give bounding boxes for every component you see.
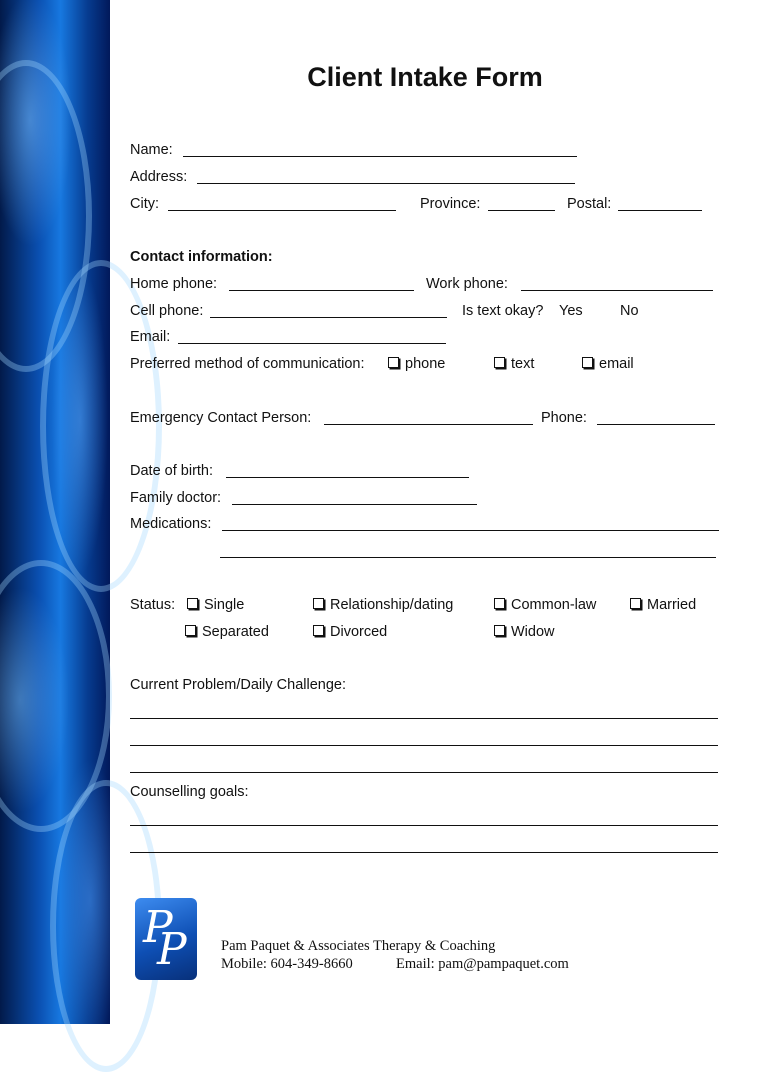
emergency-contact-field[interactable] — [324, 424, 533, 425]
work-phone-label: Work phone: — [426, 276, 508, 292]
checkbox-icon[interactable] — [494, 598, 505, 609]
text-okay-label: Is text okay? — [462, 303, 544, 319]
checkbox-icon[interactable] — [494, 625, 505, 636]
problem-line-1[interactable] — [130, 718, 718, 719]
problem-line-2[interactable] — [130, 745, 718, 746]
emergency-phone-field[interactable] — [597, 424, 715, 425]
address-field[interactable] — [197, 183, 575, 184]
name-label: Name: — [130, 142, 173, 158]
status-married[interactable]: Married — [630, 596, 696, 614]
checkbox-icon[interactable] — [494, 357, 505, 368]
medications-field[interactable] — [222, 530, 719, 531]
cell-phone-field[interactable] — [210, 317, 447, 318]
status-divorced[interactable]: Divorced — [313, 623, 387, 641]
checkbox-icon[interactable] — [313, 598, 324, 609]
city-label: City: — [130, 196, 159, 212]
status-common-law[interactable]: Common-law — [494, 596, 596, 614]
work-phone-field[interactable] — [521, 290, 713, 291]
checkbox-icon[interactable] — [187, 598, 198, 609]
name-field[interactable] — [183, 156, 577, 157]
doctor-label: Family doctor: — [130, 490, 222, 506]
home-phone-field[interactable] — [229, 290, 414, 291]
postal-field[interactable] — [618, 210, 702, 211]
company-logo: P P — [135, 898, 197, 980]
medications-label: Medications: — [130, 516, 212, 532]
text-okay-no[interactable]: No — [620, 303, 639, 319]
emergency-phone-label: Phone: — [541, 410, 587, 426]
problem-line-3[interactable] — [130, 772, 718, 773]
checkbox-icon[interactable] — [185, 625, 196, 636]
form-title: Client Intake Form — [307, 62, 543, 92]
pref-text-option[interactable]: text — [494, 355, 534, 373]
email-label: Email: — [130, 329, 171, 345]
address-label: Address: — [130, 169, 188, 185]
goals-label: Counselling goals: — [130, 784, 249, 800]
city-field[interactable] — [168, 210, 396, 211]
goals-line-1[interactable] — [130, 825, 718, 826]
email-field[interactable] — [178, 343, 446, 344]
status-label: Status: — [130, 597, 176, 613]
cell-phone-label: Cell phone: — [130, 303, 204, 319]
checkbox-icon[interactable] — [582, 357, 593, 368]
preferred-method-label: Preferred method of communication: — [130, 356, 365, 372]
pref-phone-option[interactable]: phone — [388, 355, 445, 373]
status-relationship[interactable]: Relationship/dating — [313, 596, 453, 614]
company-mobile: Mobile: 604-349-8660 — [221, 956, 353, 972]
province-label: Province: — [420, 196, 481, 212]
doctor-field[interactable] — [232, 504, 477, 505]
dob-field[interactable] — [226, 477, 469, 478]
status-single[interactable]: Single — [187, 596, 244, 614]
pref-email-option[interactable]: email — [582, 355, 634, 373]
problem-label: Current Problem/Daily Challenge: — [130, 677, 346, 693]
contact-heading: Contact information: — [130, 249, 273, 265]
emergency-contact-label: Emergency Contact Person: — [130, 410, 312, 426]
province-field[interactable] — [488, 210, 555, 211]
dob-label: Date of birth: — [130, 463, 214, 479]
checkbox-icon[interactable] — [388, 357, 399, 368]
company-name: Pam Paquet & Associates Therapy & Coaching — [221, 938, 496, 954]
status-separated[interactable]: Separated — [185, 623, 269, 641]
company-email: Email: pam@pampaquet.com — [396, 956, 569, 972]
decorative-sidebar — [0, 0, 110, 1024]
checkbox-icon[interactable] — [313, 625, 324, 636]
status-widow[interactable]: Widow — [494, 623, 555, 641]
goals-line-2[interactable] — [130, 852, 718, 853]
text-okay-yes[interactable]: Yes — [559, 303, 583, 319]
checkbox-icon[interactable] — [630, 598, 641, 609]
medications-field-2[interactable] — [220, 557, 716, 558]
postal-label: Postal: — [567, 196, 612, 212]
home-phone-label: Home phone: — [130, 276, 218, 292]
